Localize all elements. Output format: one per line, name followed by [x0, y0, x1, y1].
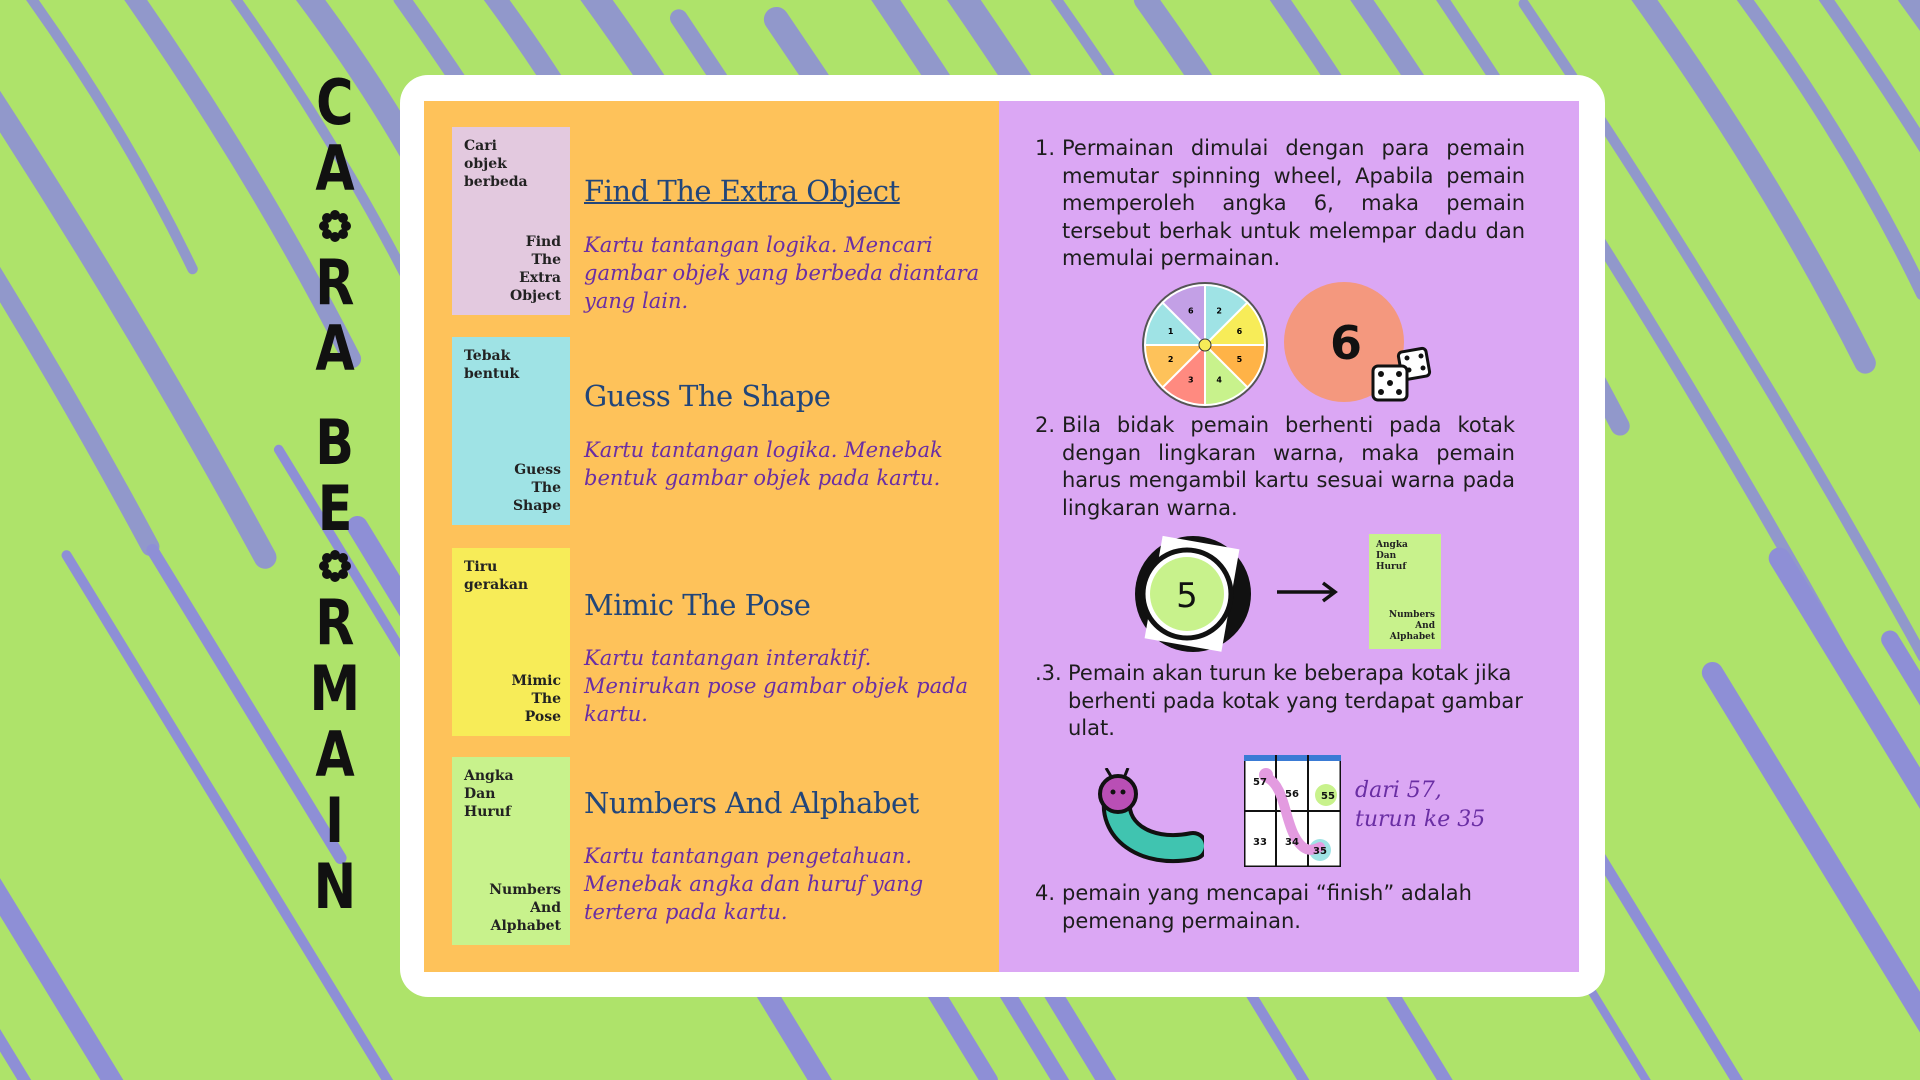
card-top-label: Cari objek berbeda [464, 138, 528, 190]
step-text: Bila bidak pemain berhenti pada kotak dengan lingkaran warna, maka pemain harus mengambil kartu sesuai warna pada lingkaran warna. [1062, 413, 1515, 520]
wheel-number: 2 [1216, 306, 1222, 316]
step-text: Permainan dimulai dengan para pemain memutar spinning wheel, Apabila pemain memperoleh angka 6, maka pemain tersebut berhak untuk melempar dadu dan memulai permainan. [1062, 136, 1525, 270]
step-number: 1. [1035, 136, 1056, 160]
card-find-extra-object [452, 127, 570, 315]
board-number: 55 [1321, 791, 1335, 802]
board-number: 57 [1253, 777, 1267, 788]
card-bottom-label: Find The Extra Object [510, 234, 561, 304]
title-letter: I [325, 784, 345, 857]
step-text: Pemain akan turun ke beberapa kotak jika berhenti pada kotak yang terdapat gambar ulat. [1068, 661, 1523, 740]
rule-step-1 [1035, 135, 1525, 273]
title-letter: A [315, 132, 355, 205]
card-bottom-label: Mimic The Pose [511, 673, 561, 725]
title-letter: A [315, 718, 355, 791]
rule-step-2 [1035, 412, 1515, 522]
page-title [305, 66, 365, 1020]
arrow-right-icon [1277, 580, 1339, 604]
card-top-label: Angka Dan Huruf [464, 768, 514, 820]
card-description: Kartu tantangan pengetahuan. Menebak angka dan huruf yang tertera pada kartu. [584, 844, 924, 924]
spinning-wheel-illustration [1140, 280, 1270, 410]
card-title: Guess The Shape [584, 379, 831, 413]
caterpillar-icon [1088, 768, 1204, 870]
card-description: Kartu tantangan interaktif. Menirukan pose gambar objek pada kartu. [584, 646, 969, 726]
card-title: Find The Extra Object [584, 174, 900, 208]
title-letter: N [313, 850, 357, 923]
note-line: dari 57, [1355, 778, 1442, 803]
wheel-number: 4 [1216, 375, 1222, 385]
step-number: 4. [1035, 881, 1056, 905]
title-letter: B [315, 406, 355, 479]
card-title: Mimic The Pose [584, 588, 811, 622]
snake-board-illustration [1244, 755, 1341, 867]
rule-step-4 [1035, 880, 1525, 935]
card-bottom-label: Guess The Shape [512, 462, 561, 514]
board-number: 34 [1285, 837, 1299, 848]
flower-icon [317, 208, 353, 244]
title-letter: M [309, 652, 361, 725]
title-letter: C [316, 66, 354, 139]
board-number: 35 [1313, 846, 1327, 857]
rule-step-3 [1035, 660, 1525, 743]
card-mimic-pose [452, 548, 570, 736]
caterpillar-note [1355, 776, 1485, 834]
card-title: Numbers And Alphabet [584, 786, 919, 820]
step-number: .3. [1035, 661, 1062, 685]
wheel-number: 6 [1188, 306, 1194, 316]
color-token-illustration [1133, 534, 1255, 656]
card-top-label: Tiru gerakan [464, 559, 529, 593]
token-number: 5 [1176, 576, 1198, 616]
note-line: turun ke 35 [1355, 807, 1486, 832]
wheel-number: 2 [1167, 355, 1174, 365]
flower-icon [317, 548, 353, 584]
mini-card-bottom-label: Numbers And Alphabet [1388, 610, 1435, 642]
card-numbers-alphabet [452, 757, 570, 945]
board-number: 56 [1285, 789, 1299, 800]
title-letter: R [315, 586, 355, 659]
title-letter: E [317, 472, 353, 545]
card-description: Kartu tantangan logika. Menebak bentuk gambar objek pada kartu. [584, 438, 943, 490]
board-number: 33 [1253, 837, 1267, 848]
wheel-number: 5 [1236, 355, 1243, 365]
card-bottom-label: Numbers And Alphabet [489, 882, 561, 934]
title-letter: A [315, 312, 355, 385]
card-description: Kartu tantangan logika. Mencari gambar objek yang berbeda diantara yang lain. [584, 233, 980, 313]
step-number: 2. [1035, 413, 1056, 437]
wheel-center [1199, 339, 1211, 351]
card-guess-shape [452, 337, 570, 525]
card-top-label: Tebak bentuk [464, 348, 520, 382]
mini-card-numbers-alphabet [1369, 534, 1441, 649]
mini-card-top-label: Angka Dan Huruf [1376, 540, 1408, 572]
wheel-number: 6 [1236, 326, 1243, 336]
wheel-number: 1 [1167, 326, 1174, 336]
dice-illustration [1283, 282, 1438, 408]
step-text: pemain yang mencapai “finish” adalah pemenang permainan. [1062, 881, 1472, 933]
dice-circle-number: 6 [1329, 316, 1363, 370]
title-letter: R [315, 246, 355, 319]
wheel-number: 3 [1188, 375, 1194, 385]
